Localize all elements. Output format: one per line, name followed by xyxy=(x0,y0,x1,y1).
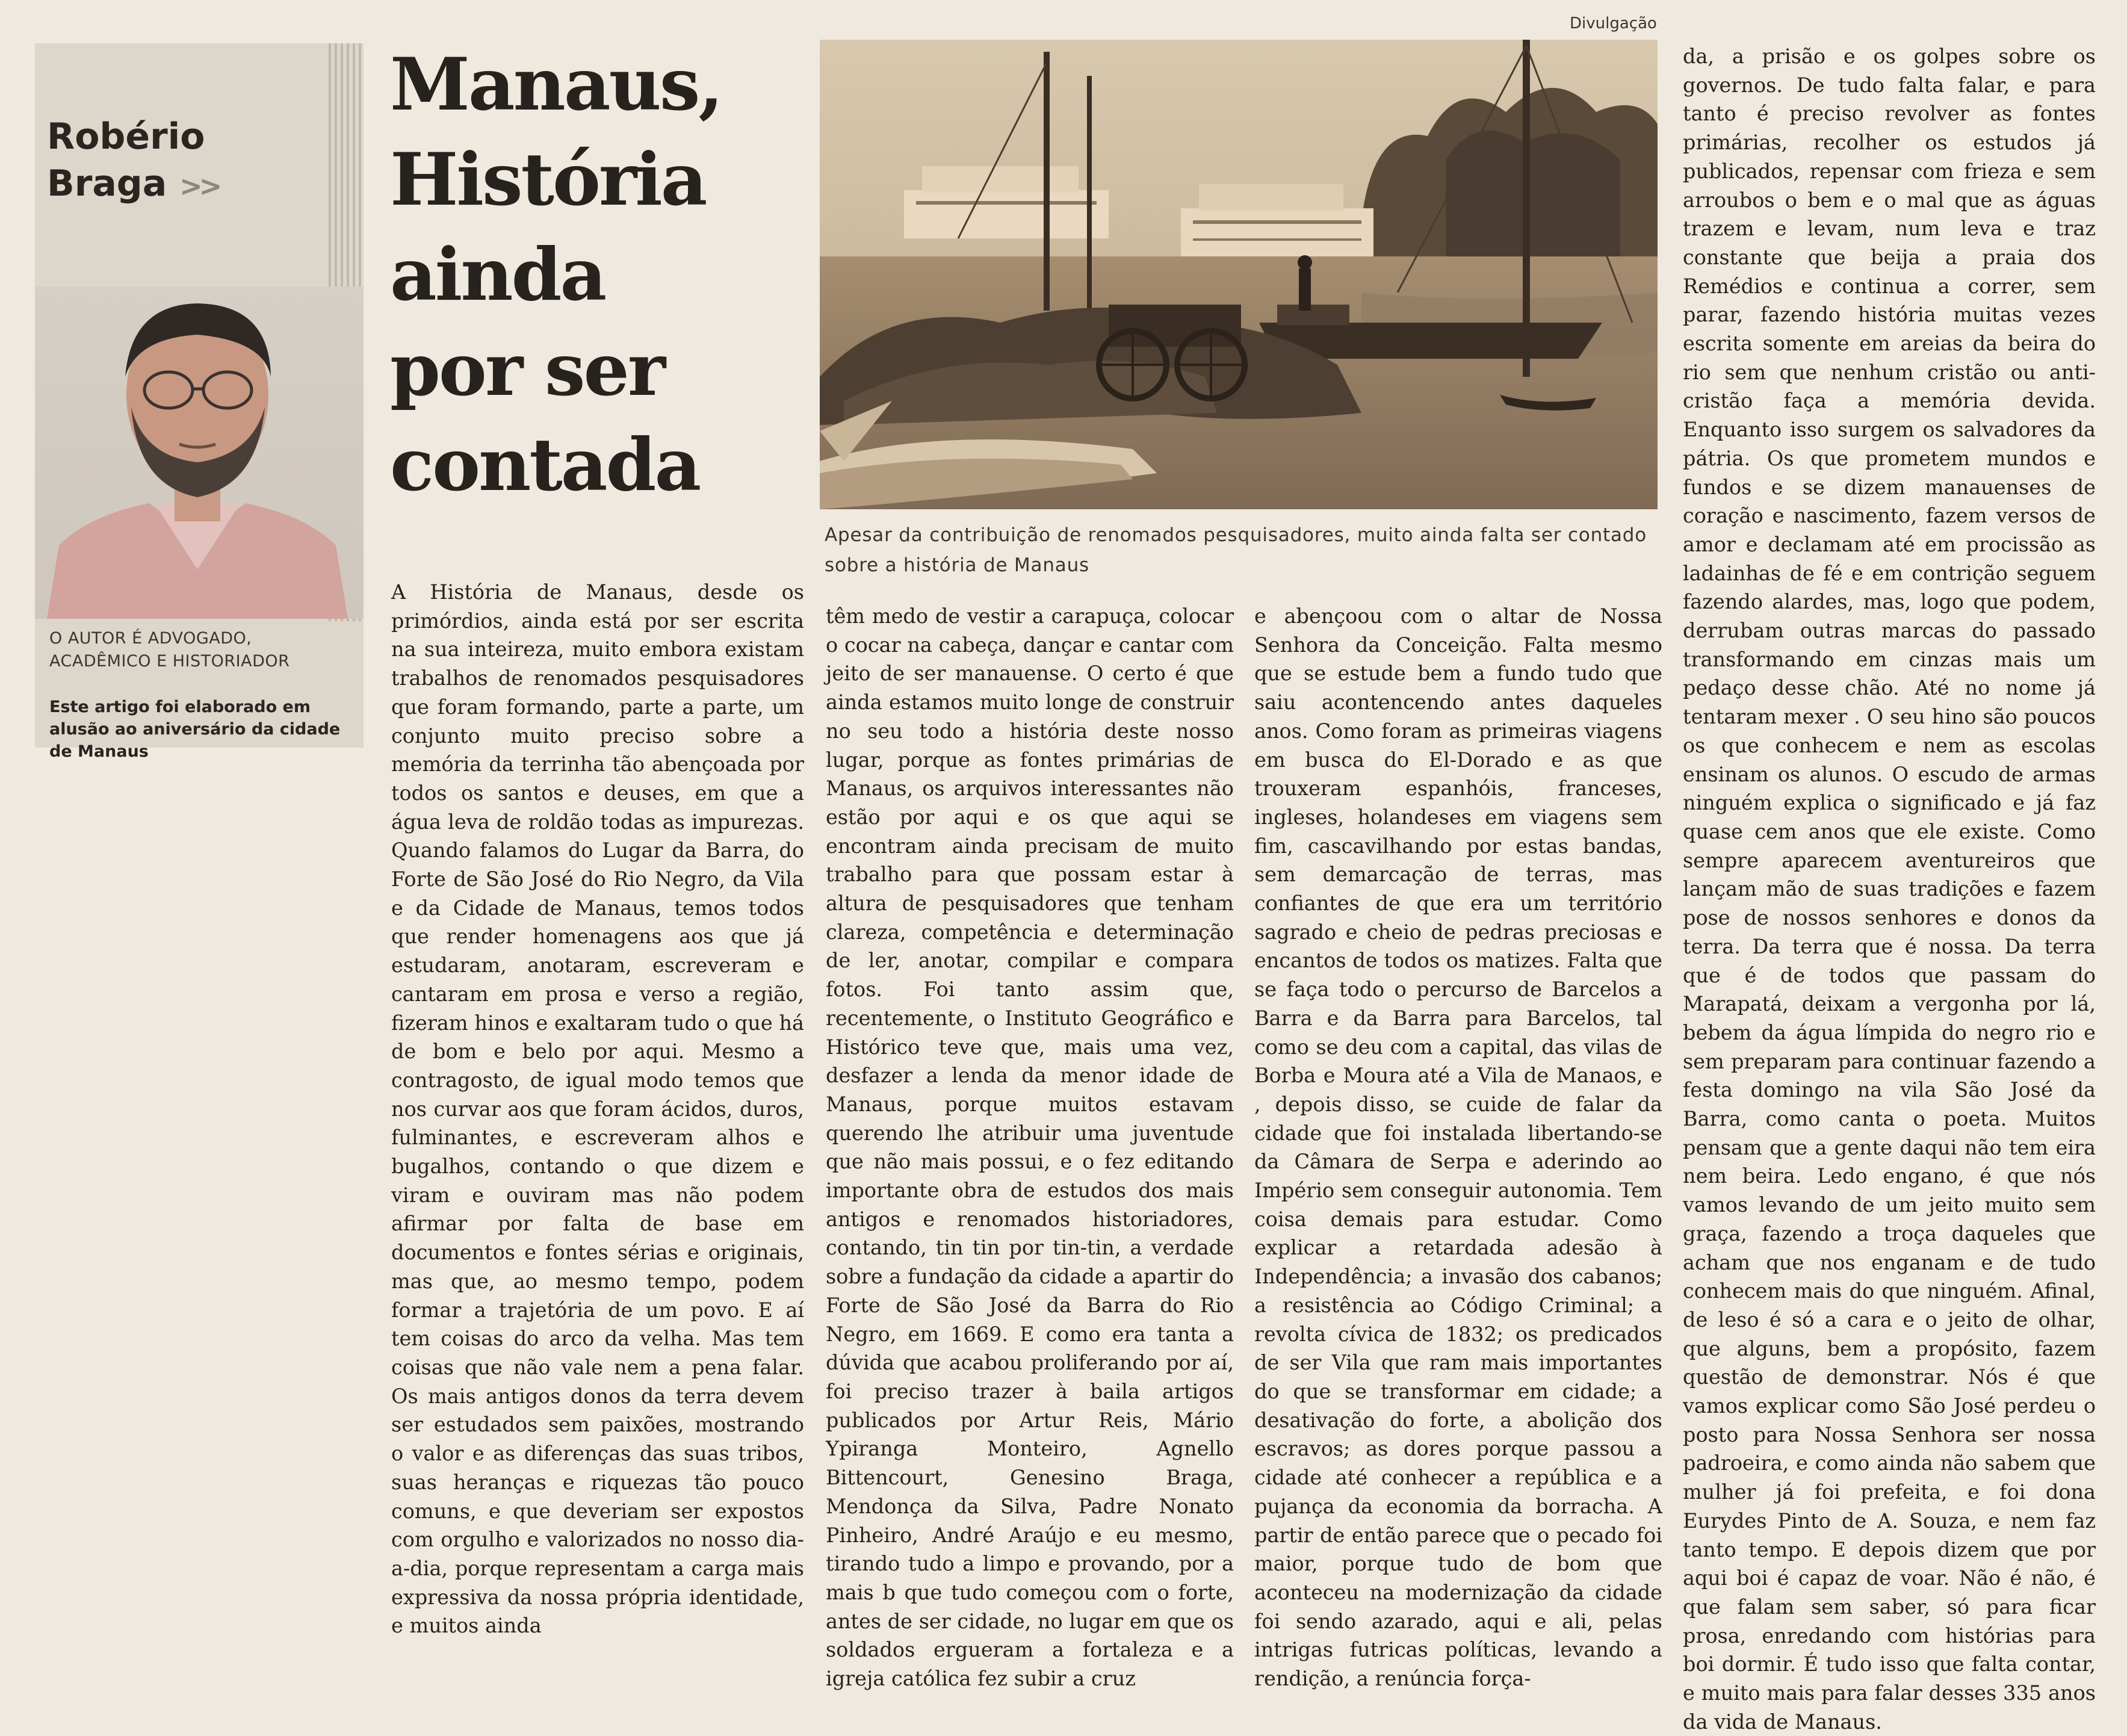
author-sidebar xyxy=(35,43,364,761)
author-name xyxy=(47,113,348,209)
article-column-3: e abençoou com o altar de Nossa Senhora da Conceição. Falta mesmo que se estude bem a fundo tudo que saiu acontencendo antes daqueles anos. Como foram as primeiras viagens em busca do El-Dorado e as que trouxeram espanhóis, franceses, ingleses, holandeses em viagens sem fim, cascavilhando por estas bandas, sem demarcação de terras, mas confiantes de que era um território sagrado e cheio de pedras preciosas e encantos de todos os matizes. Falta que se faça todo o percurso de Barcelos a Barra e da Barra para Barcelos, tal como se deu com a capital, das vilas de Borba e Moura até a Vila de Manaos, e , depois disso, se cuide de falar da cidade que foi instalada libertando-se da Câmara de Serpa e aderindo ao Império sem conseguir autonomia. Tem coisa demais para estudar. Como explicar a retardada adesão à Independência; a invasão dos cabanos; a resistência ao Código Criminal; a revolta cívica de 1832; os predicados de ser Vila que ram mais importantes do que se transformar em cidade; a desativação do forte, a abolição dos escravos; as dores porque passou a cidade até conhecer a república e a pujança da economia da borracha. A partir de então parece que o pecado foi maior, porque tudo de bom que aconteceu na modernização da cidade foi sendo azarado, aqui e ali, pelas intrigas futricas políticas, levando a rendição, a renúncia força- xyxy=(1254,604,1662,1691)
headline-line-4: por ser xyxy=(390,327,664,412)
author-last-name: Braga xyxy=(47,163,167,205)
headline-line-3: ainda xyxy=(390,232,605,317)
historic-harbor-photo xyxy=(820,40,1658,509)
double-chevron-icon: >> xyxy=(179,170,219,202)
headline-line-1: Manaus, xyxy=(390,42,722,127)
author-first-name: Robério xyxy=(47,116,205,158)
headline-line-5: contada xyxy=(390,423,700,507)
article-note: Este artigo foi elaborado em alusão ao aniversário da cidade de Manaus xyxy=(49,698,341,761)
author-photo xyxy=(35,287,364,619)
article-column-1: A História de Manaus, desde os primórdios, ainda está por ser escrita na sua inteireza, muito embora existam trabalhos de renomados pesquisadores que foram formando, parte a parte, um conjunto muito preciso sobre a memória da terrinha tão abençoada por todos os santos e deuses, em que a água leva de roldão todas as impurezas. Quando falamos do Lugar da Barra, do Forte de São José do Rio Negro, da Vila e da Cidade de Manaus, temos todos que render homenagens aos que já estudaram, anotaram, escreveram e cantaram em prosa e verso a região, fizeram hinos e exaltaram tudo o que há de bom e belo por aqui. Mesmo a contragosto, de igual modo temos que nos curvar aos que foram ácidos, duros, fulminantes, e escreveram alhos e bugalhos, contando o que dizem e viram e ouviram mas não podem afirmar por falta de base em documentos e fontes sérias e originais, mas que, ao mesmo tempo, podem formar a trajetória de um povo. E aí tem coisas do arco da velha. Mas tem coisas que não vale nem a pena falar. Os mais antigos donos da terra devem ser estudados sem paixões, mostrando o valor e as diferenças das suas tribos, suas heranças e riquezas tão pouco comuns, e que deveriam ser expostos com orgulho e valorizados no nosso dia-a-dia, porque representam a carga mais expressiva da nossa própria identidade, e muitos ainda xyxy=(391,580,804,1638)
author-role: O AUTOR É ADVOGADO, ACADÊMICO E HISTORIADOR xyxy=(49,629,290,671)
headline-line-2: História xyxy=(390,137,706,222)
harbor-photo-illustration xyxy=(820,40,1658,509)
article-column-2: têm medo de vestir a carapuça, colocar o cocar na cabeça, dançar e cantar com jeito de ser manauense. O certo é que ainda estamos muito longe de construir no seu todo a história deste nosso lugar, porque as fontes primárias de Manaus, os arquivos interessantes não estão por aqui e os que aqui se encontram ainda precisam de muito trabalho para que possam estar à altura de pesquisadores que tenham clareza, competência e determinação de ler, anotar, compilar e compara fotos. Foi tanto assim que, recentemente, o Instituto Geográfico e Histórico teve que, mais uma vez, desfazer a lenda da menor idade de Manaus, porque muitos estavam querendo lhe atribuir uma juventude que não mais possui, e o fez editando importante obra de estudos dos mais antigos e renomados historiadores, contando, tin tin por tin-tin, a verdade sobre a fundação da cidade a apartir do Forte de São José da Barra do Rio Negro, em 1669. E como era tanta a dúvida que acabou proliferando por aí, foi preciso trazer à baila artigos publicados por Artur Reis, Mário Ypiranga Monteiro, Agnello Bittencourt, Genesino Braga, Mendonça da Silva, Padre Nonato Pinheiro, André Araújo e eu mesmo, tirando tudo a limpo e provando, por a mais b que tudo começou com o forte, antes de ser cidade, no lugar em que os soldados ergueram a fortaleza e a igreja católica fez subir a cruz xyxy=(826,604,1234,1691)
author-portrait-illustration xyxy=(35,287,364,619)
article-column-4: da, a prisão e os golpes sobre os governos. De tudo falta falar, e para tanto é preciso revolver as fontes primárias, recolher os estudos já publicados, repensar com frieza e sem arroubos o bem e o mal que as águas trazem e levam, num leva e traz constante que beija a praia dos Remédios e continua a correr, sem parar, fazendo história muitas vezes escrita somente em areias da beira do rio sem que nenhum cristão ou anti-cristão faça a memória devida. Enquanto isso surgem os salvadores da pátria. Os que prometem mundos e fundos e se dizem manauenses de coração e nascimento, fazem versos de amor e declamam até em procissão as ladainhas de fé e em contrição seguem fazendo alardes, mas, logo que podem, derrubam outras marcas do passado transformando em cinzas mais um pedaço desse chão. Até no nome já tentaram mexer . O seu hino são poucos os que conhecem e nem as escolas ensinam os alunos. O escudo de armas ninguém explica o significado e já faz quase cem anos que ele existe. Como sempre aparecem aventureiros que lançam mão de suas tradições e fazem pose de nossos senhores e donos da terra. Da terra que é nossa. Da terra que é de todos que passam do Marapatá, deixam a vergonha por lá, bebem da água límpida do negro rio e sem preparam para continuar fazendo a festa domingo na vila São José da Barra, como canta o poeta. Muitos pensam que a gente daqui não tem eira nem beira. Ledo engano, é que nós vamos levando de um jeito muito sem graça, fazendo a troça daqueles que acham que nos enganam e de tudo conhecem mais do que ninguém. Afinal, de leso é só a cara e o jeito de olhar, que alguns, bem a propósito, fazem questão de demonstrar. Nós é que vamos explicar como São José perdeu o posto para Nossa Senhora ser nossa padroeira, e como ainda não sabem que mulher já foi prefeita, e foi dona Eurydes Pinto de A. Souza, e nem faz tanto tempo. E depois dizem que por aqui boi é capaz de voar. Não é não, é que falam sem saber, só para ficar prosa, enredando com histórias para boi dormir. É tudo isso que falta contar, e muito mais para falar desses 335 anos da vida de Manaus. xyxy=(1683,45,2096,1734)
photo-caption: Apesar da contribuição de renomados pesquisadores, muito ainda falta ser contado sobre a história de Manaus xyxy=(825,524,1647,576)
photo-credit: Divulgação xyxy=(1570,14,1657,33)
headline xyxy=(390,37,811,513)
